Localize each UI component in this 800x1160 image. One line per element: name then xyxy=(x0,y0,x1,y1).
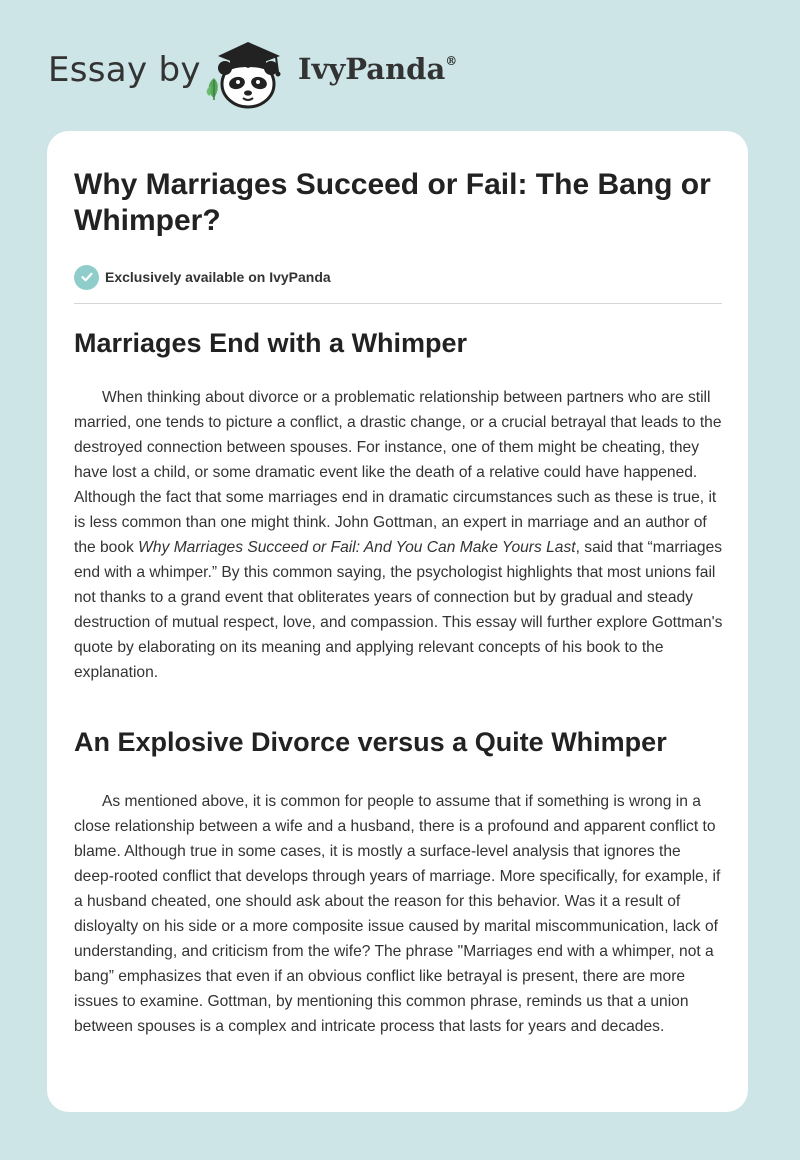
trademark-symbol: ® xyxy=(445,54,458,68)
essay-by-label: Essay by xyxy=(48,50,201,90)
title-divider xyxy=(74,303,722,304)
section-paragraph xyxy=(74,385,724,685)
brand-name-text: IvyPanda xyxy=(298,52,446,86)
exclusive-badge-label: Exclusively available on IvyPanda xyxy=(105,269,331,285)
panda-graduation-cap-icon[interactable] xyxy=(202,38,292,110)
paragraph-text: When thinking about divorce or a problematic relationship between partners who are still married, one tends to picture a conflict, a drastic change, or a crucial betrayal that leads to the destroyed connection between spouses. For instance, one of them might be cheating, they have lost a child, or some dramatic event like the death of a relative could have happened. Although the fact that some marriages end in dramatic circumstances such as these is true, it is less common than one might think. John Gottman, an expert in marriage and an author of the book xyxy=(74,389,722,556)
book-title: Why Marriages Succeed or Fail: And You Can Make Yours Last xyxy=(138,539,576,556)
ivypanda-brand[interactable] xyxy=(298,52,457,86)
check-circle-icon xyxy=(74,265,99,290)
section-heading: Marriages End with a Whimper xyxy=(74,328,468,358)
section-heading: An Explosive Divorce versus a Quite Whimper xyxy=(74,727,667,757)
section-paragraph: As mentioned above, it is common for people to assume that if something is wrong in a close relationship between a wife and a husband, there is a profound and apparent conflict to blame. Although true in some cases, it is mostly a surface-level analysis that ignores the deep-rooted conflict that develops through years of marriage. More specifically, for example, if a husband cheated, one should ask about the reason for this behavior. Was it a result of disloyalty on his side or a more composite issue caused by marital miscommunication, lack of understanding, and criticism from the wife? The phrase "Marriages end with a whimper, not a bang” emphasizes that even if an obvious conflict like betrayal is present, there are more issues to examine. Gottman, by mentioning this common phrase, reminds us that a union between spouses is a complex and intricate process that lasts for years and decades. xyxy=(74,793,721,1035)
essay-card xyxy=(47,131,748,1112)
essay-title: Why Marriages Succeed or Fail: The Bang or Whimper? xyxy=(74,168,711,237)
exclusive-badge xyxy=(74,264,331,290)
site-header xyxy=(0,0,800,130)
paragraph-text: , said that “marriages end with a whimper.” By this common saying, the psychologist highlights that most unions fail not thanks to a grand event that obliterates years of connection but by gradual and steady destruction of mutual respect, love, and compassion. This essay will further explore Gottman's quote by elaborating on its meaning and applying relevant concepts of his book to the explanation. xyxy=(74,539,723,681)
